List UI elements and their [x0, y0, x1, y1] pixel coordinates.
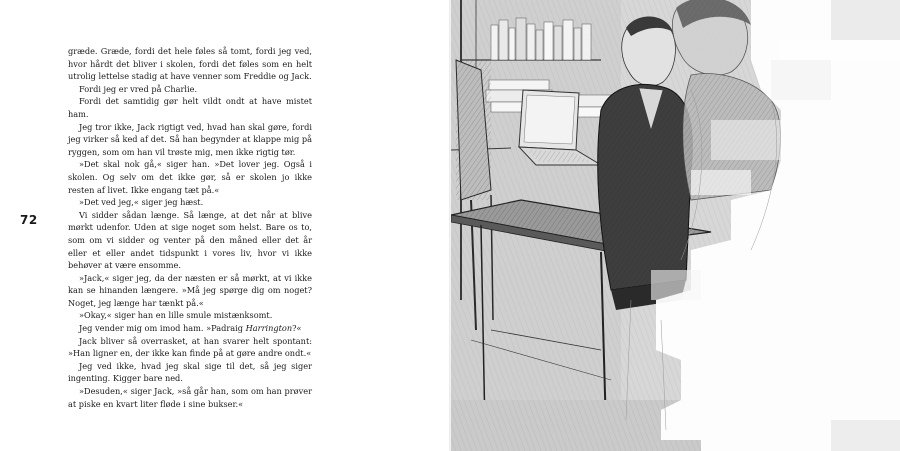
- italic-name: Harrington: [245, 323, 293, 334]
- paragraph: Fordi det samtidig gør helt vildt ondt at have mistet ham.: [68, 96, 312, 119]
- paragraph: græde. Græde, fordi det hele føles så tomt, fordi jeg ved, hvor hårdt det bliver i skolen, fordi det føles som en helt utrolig lettelse stadig at have venner som Freddie og Jack.: [68, 46, 312, 82]
- right-page: [451, 0, 900, 451]
- paragraph: »Det skal nok gå,« siger han. »Det lover jeg. Også i skolen. Og selv om det ikke gør, så er skolen jo ikke resten af livet. Ikke engang tæt på.«: [68, 159, 312, 195]
- paragraph: »Desuden,« siger Jack, »så går han, som om han prøver at piske en kvart liter fløde i sine bukser.«: [68, 386, 312, 409]
- paragraph: »Jack,« siger jeg, da der næsten er så mørkt, at vi ikke kan se hinanden længere. »Må jeg spørge dig om noget? Noget, jeg længe har tænkt på.«: [68, 272, 312, 308]
- paragraph: Fordi jeg er vred på Charlie.: [79, 83, 198, 94]
- paragraph: Jeg tror ikke, Jack rigtigt ved, hvad han skal gøre, fordi jeg virker så ked af det. Så han begynder at klappe mig på ryggen, som om han vil trøste mig, men ikke rigtig tør.: [68, 121, 312, 157]
- paragraph: Jeg vender mig om imod ham. »Padraig Harrington?«: [79, 323, 302, 334]
- paragraph: Vi sidder sådan længe. Så længe, at det når at blive mørkt udenfor. Uden at sige noget som helst. Bare os to, som om vi sidder og venter på den måned eller det år eller et eller andet tidspunkt i vores liv, hvor vi ikke behøver at være ensomme.: [68, 209, 312, 271]
- illustration-two-figures-kiss-icon: [451, 0, 900, 451]
- page-number: 72: [20, 213, 38, 227]
- body-text: [68, 45, 312, 410]
- paragraph: Jeg ved ikke, hvad jeg skal sige til det, så jeg siger ingenting. Kigger bare ned.: [68, 360, 312, 384]
- paragraph: Jack bliver så overrasket, at han svarer helt spontant: »Han ligner en, der ikke kan finde på at gøre andre ondt.«: [68, 335, 312, 359]
- paragraph: »Okay,« siger han en lille smule mistænksomt.: [79, 310, 273, 321]
- paragraph: »Det ved jeg,« siger jeg hæst.: [79, 197, 204, 208]
